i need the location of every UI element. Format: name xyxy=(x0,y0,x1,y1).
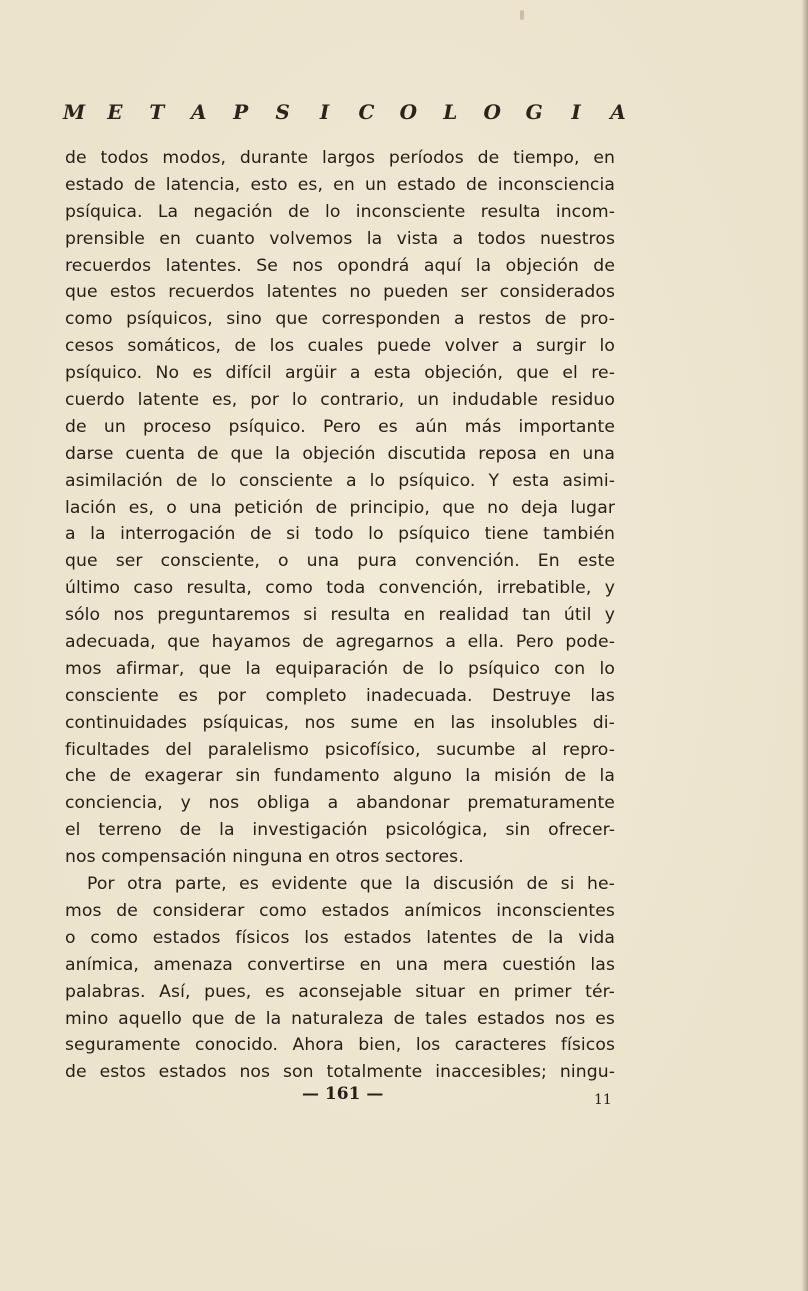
text-line: lación es, o una petición de principio, que no deja lugar xyxy=(65,497,615,518)
page-footer xyxy=(0,1082,808,1112)
signature-mark: 11 xyxy=(594,1092,612,1108)
running-head-letter: S xyxy=(275,100,290,124)
running-head-letter: P xyxy=(233,100,249,124)
text-line: conciencia, y nos obliga a abandonar prematuramente xyxy=(65,793,615,814)
text-line: cesos somáticos, de los cuales puede volver a surgir lo xyxy=(65,336,615,357)
text-line: mos afirmar, que la equiparación de lo psíquico con lo xyxy=(65,658,615,679)
text-line: mino aquello que de la naturaleza de tales estados nos es xyxy=(65,1008,615,1029)
text-line: de un proceso psíquico. Pero es aún más importante xyxy=(65,416,615,437)
text-line: de todos modos, durante largos períodos de tiempo, en xyxy=(65,148,615,168)
text-line: ficultades del paralelismo psicofísico, sucumbe al repro- xyxy=(65,739,615,760)
text-line-paragraph-end: nos compensación ninguna en otros sectores. xyxy=(65,847,464,868)
text-line: último caso resulta, como toda convención, irrebatible, y xyxy=(65,578,615,599)
running-head-letter: A xyxy=(610,100,626,124)
text-line: psíquica. La negación de lo inconsciente resulta incom- xyxy=(65,201,615,222)
running-head-letter: O xyxy=(399,100,418,124)
paper-speck xyxy=(520,10,524,20)
running-head-letter: T xyxy=(149,100,165,124)
text-line: como psíquicos, sino que corresponden a restos de pro- xyxy=(65,309,615,330)
text-line: anímica, amenaza convertirse en una mera cuestión las xyxy=(65,954,615,975)
text-line: darse cuenta de que la objeción discutida reposa en una xyxy=(65,443,615,464)
text-line: que ser consciente, o una pura convención. En este xyxy=(65,551,615,572)
text-line: el terreno de la investigación psicológica, sin ofrecer- xyxy=(65,820,615,841)
running-head-letter: I xyxy=(319,100,330,124)
text-line: mos de considerar como estados anímicos inconscientes xyxy=(65,900,615,921)
text-line: a la interrogación de si todo lo psíquico tiene también xyxy=(65,524,615,545)
text-line: continuidades psíquicas, nos sume en las insolubles di- xyxy=(65,712,615,733)
text-line: seguramente conocido. Ahora bien, los caracteres físicos xyxy=(65,1035,615,1056)
running-head-letter: C xyxy=(358,100,375,124)
text-line: de estos estados nos son totalmente inaccesibles; ningu- xyxy=(65,1062,615,1083)
text-line: che de exagerar sin fundamento alguno la misión de la xyxy=(65,766,615,787)
running-head-letter: A xyxy=(191,100,207,124)
page-number: — 161 — xyxy=(302,1084,384,1104)
text-line: que estos recuerdos latentes no pueden ser considerados xyxy=(65,282,615,303)
running-head-letter: L xyxy=(443,100,458,124)
running-head xyxy=(63,100,628,124)
text-line: consciente es por completo inadecuada. Destruye las xyxy=(65,685,615,706)
running-head-letter: M xyxy=(63,100,86,124)
text-line: palabras. Así, pues, es aconsejable situar en primer tér- xyxy=(65,981,615,1002)
text-line-paragraph-start: Por otra parte, es evidente que la discusión de si he- xyxy=(87,874,615,895)
text-line: cuerdo latente es, por lo contrario, un indudable residuo xyxy=(65,390,615,411)
text-line: sólo nos preguntaremos si resulta en realidad tan útil y xyxy=(65,605,615,626)
running-head-letter: I xyxy=(571,100,581,124)
text-line: prensible en cuanto volvemos la vista a todos nuestros xyxy=(65,228,615,249)
text-line: asimilación de lo consciente a lo psíquico. Y esta asimi- xyxy=(65,470,615,491)
text-line: o como estados físicos los estados latentes de la vida xyxy=(65,927,615,948)
running-head-letter: G xyxy=(525,100,543,124)
running-head-letter: E xyxy=(107,100,123,124)
text-line: estado de latencia, esto es, en un estado de inconsciencia xyxy=(65,174,615,195)
text-line: psíquico. No es difícil argüir a esta objeción, que el re- xyxy=(65,363,615,384)
text-line: adecuada, que hayamos de agregarnos a ella. Pero pode- xyxy=(65,632,615,653)
running-head-letter: O xyxy=(483,100,501,124)
text-line: recuerdos latentes. Se nos opondrá aquí la objeción de xyxy=(65,255,615,276)
body-text xyxy=(65,145,615,1086)
